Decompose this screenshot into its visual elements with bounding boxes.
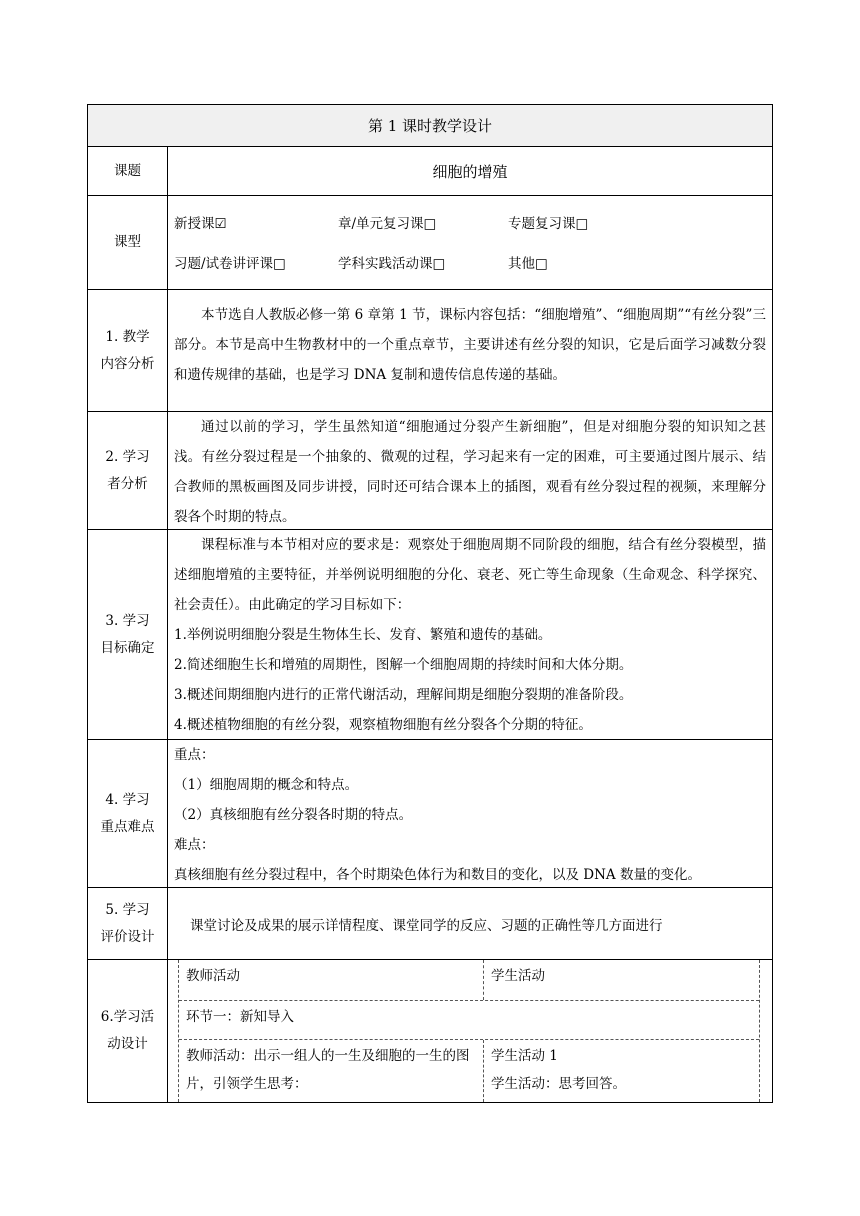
student-activity-title: 学生活动 1 bbox=[491, 1048, 558, 1064]
type-option-practice-activity[interactable]: 学科实践活动课□ bbox=[338, 256, 446, 272]
topic-value: 细胞的增殖 bbox=[432, 162, 508, 181]
page-title: 第 1 课时教学设计 bbox=[367, 117, 493, 135]
student-activity-text: 学生活动：思考回答。 bbox=[491, 1076, 626, 1092]
learning-goals-row bbox=[88, 530, 772, 740]
content-analysis-text: 本节选自人教版必修一第 6 章第 1 节，课标内容包括：“细胞增殖”、“细胞周期”“有丝分裂”三部分。本节是高中生物教材中的一个重点章节，主要讲述有丝分裂的知识，它是后面学习减数分裂和遗传规律的基础，也是学习 DNA 复制和遗传信息传递的基础。 bbox=[174, 307, 766, 383]
learning-goal-item: 2.简述细胞生长和增殖的周期性，图解一个细胞周期的持续时间和大体分期。 bbox=[174, 657, 633, 673]
learning-goals-label: 3. 学习 目标确定 bbox=[88, 530, 168, 739]
key-points-label: 4. 学习 重点难点 bbox=[88, 740, 168, 887]
learning-goal-item: 1.举例说明细胞分裂是生物体生长、发育、繁殖和遗传的基础。 bbox=[174, 627, 552, 643]
topic-row bbox=[88, 147, 772, 196]
activity-inner-table bbox=[178, 960, 760, 1102]
learner-analysis-row bbox=[88, 412, 772, 530]
learning-goal-item: 4.概述植物细胞的有丝分裂，观察植物细胞有丝分裂各个分期的特征。 bbox=[174, 717, 592, 733]
type-option-topic-review[interactable]: 专题复习课□ bbox=[508, 216, 589, 232]
lesson-type-options bbox=[168, 196, 772, 289]
table-title-row bbox=[88, 105, 772, 147]
learning-goals-content bbox=[168, 530, 772, 739]
content-analysis-label: 1. 教学 内容分析 bbox=[88, 290, 168, 411]
learning-goal-item: 3.概述间期细胞内进行的正常代谢活动，理解间期是细胞分裂期的准备阶段。 bbox=[174, 687, 633, 703]
student-activity-cell bbox=[484, 1040, 633, 1102]
key-points-content bbox=[168, 740, 772, 887]
student-activity-header: 学生活动 bbox=[491, 968, 545, 984]
activity-design-row bbox=[88, 960, 772, 1102]
stage-one-title: 环节一：新知导入 bbox=[186, 1009, 294, 1025]
topic-label: 课题 bbox=[88, 147, 168, 195]
lesson-plan-table bbox=[87, 104, 773, 1103]
lesson-type-row bbox=[88, 196, 772, 290]
key-points-row bbox=[88, 740, 772, 888]
teacher-activity-text: 教师活动：出示一组人的一生及细胞的一生的图片，引领学生思考： bbox=[179, 1040, 484, 1102]
learning-goals-intro: 课程标准与本节相对应的要求是：观察处于细胞周期不同阶段的细胞，结合有丝分裂模型，描述细胞增殖的主要特征，并举例说明细胞的分化、衰老、死亡等生命现象（生命观念、科学探究、社会责任）。由此确定的学习目标如下： bbox=[174, 537, 766, 613]
key-points-line: 真核细胞有丝分裂过程中，各个时期染色体行为和数目的变化，以及 DNA 数量的变化。 bbox=[174, 867, 701, 883]
type-option-other[interactable]: 其他□ bbox=[508, 256, 548, 272]
teacher-activity-header: 教师活动 bbox=[179, 960, 484, 1000]
activity-detail-row bbox=[179, 1040, 759, 1102]
content-analysis-row bbox=[88, 290, 772, 412]
lesson-type-label: 课型 bbox=[88, 196, 168, 289]
evaluation-row bbox=[88, 888, 772, 960]
key-points-line: 重点： bbox=[174, 747, 215, 763]
learner-analysis-text: 通过以前的学习，学生虽然知道“细胞通过分裂产生新细胞”，但是对细胞分裂的知识知之甚浅。有丝分裂过程是一个抽象的、微观的过程，学习起来有一定的困难，可主要通过图片展示、结合教师的黑板画图及同步讲授，同时还可结合课本上的插图，观看有丝分裂过程的视频，来理解分裂各个时期的特点。 bbox=[174, 419, 766, 525]
key-points-line: （2）真核细胞有丝分裂各时期的特点。 bbox=[174, 807, 413, 823]
type-option-exercise-review[interactable]: 习题/试卷讲评课□ bbox=[174, 256, 286, 272]
activity-stage-row bbox=[179, 1001, 759, 1040]
type-option-new-lesson[interactable]: 新授课☑ bbox=[174, 216, 227, 232]
type-option-unit-review[interactable]: 章/单元复习课□ bbox=[338, 216, 437, 232]
activity-header-row bbox=[179, 960, 759, 1001]
evaluation-label: 5. 学习 评价设计 bbox=[88, 888, 168, 959]
evaluation-text: 课堂讨论及成果的展示详情程度、课堂同学的反应、习题的正确性等几方面进行 bbox=[190, 917, 663, 934]
activity-design-content bbox=[168, 960, 772, 1102]
learner-analysis-label: 2. 学习 者分析 bbox=[88, 412, 168, 529]
activity-design-label: 6.学习活 动设计 bbox=[88, 960, 168, 1102]
key-points-line: 难点： bbox=[174, 837, 215, 853]
key-points-line: （1）细胞周期的概念和特点。 bbox=[174, 777, 359, 793]
